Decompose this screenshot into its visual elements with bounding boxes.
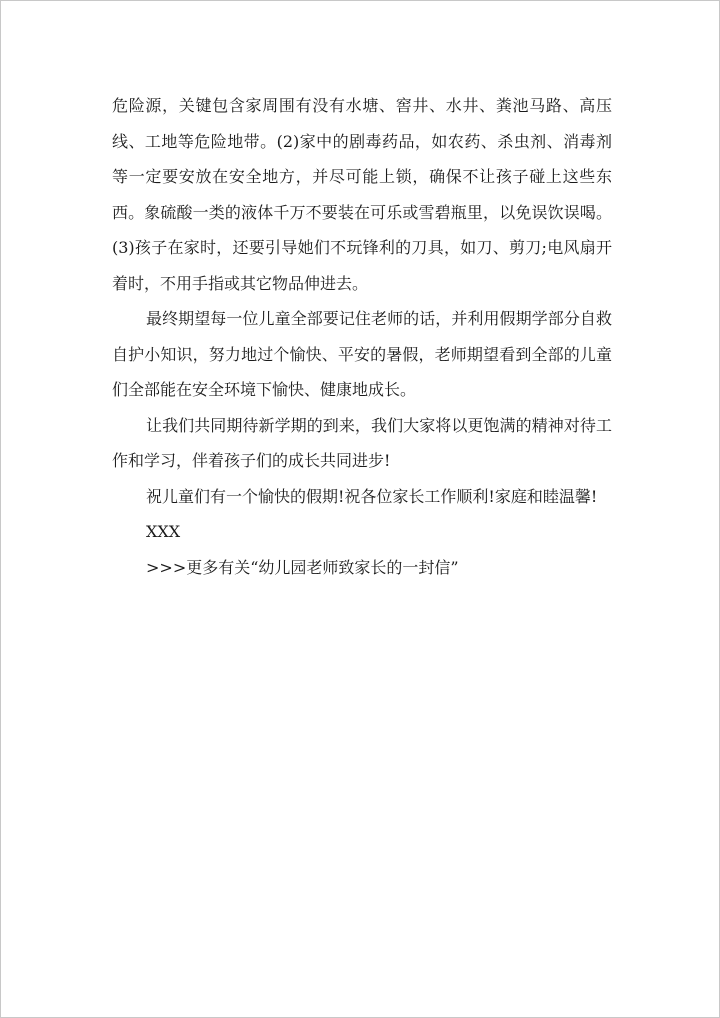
paragraph-wishes: 祝儿童们有一个愉快的假期!祝各位家长工作顺利!家庭和睦温馨!: [146, 486, 598, 506]
more-link[interactable]: >>>更多有关“幼儿园老师致家长的一封信”: [146, 557, 459, 577]
paragraph-expectation: 最终期望每一位儿童全部要记住老师的话，并利用假期学部分自救自护小知识，努力地过个愉快、平安的暑假，老师期望看到全部的儿童们全部能在安全环境下愉快、健康地成长。: [112, 309, 612, 399]
paragraph-new-semester: 让我们共同期待新学期的到来，我们大家将以更饱满的精神对待工作和学习，伴着孩子们的成长共同进步!: [112, 415, 612, 470]
paragraph-safety-hazards: 危险源，关键包含家周围有没有水塘、窖井、水井、粪池马路、高压线、工地等危险地带。(2)家中的剧毒药品，如农药、杀虫剂、消毒剂等一定要安放在安全地方，并尽可能上锁，确保不让孩子碰上这些东西。象硫酸一类的液体千万不要装在可乐或雪碧瓶里，以免误饮误喝。(3)孩子在家时，还要引导她们不玩锋利的刀具，如刀、剪刀;电风扇开着时，不用手指或其它物品伸进去。: [112, 96, 612, 293]
document-body: [112, 88, 612, 585]
signature: XXX: [146, 522, 181, 541]
